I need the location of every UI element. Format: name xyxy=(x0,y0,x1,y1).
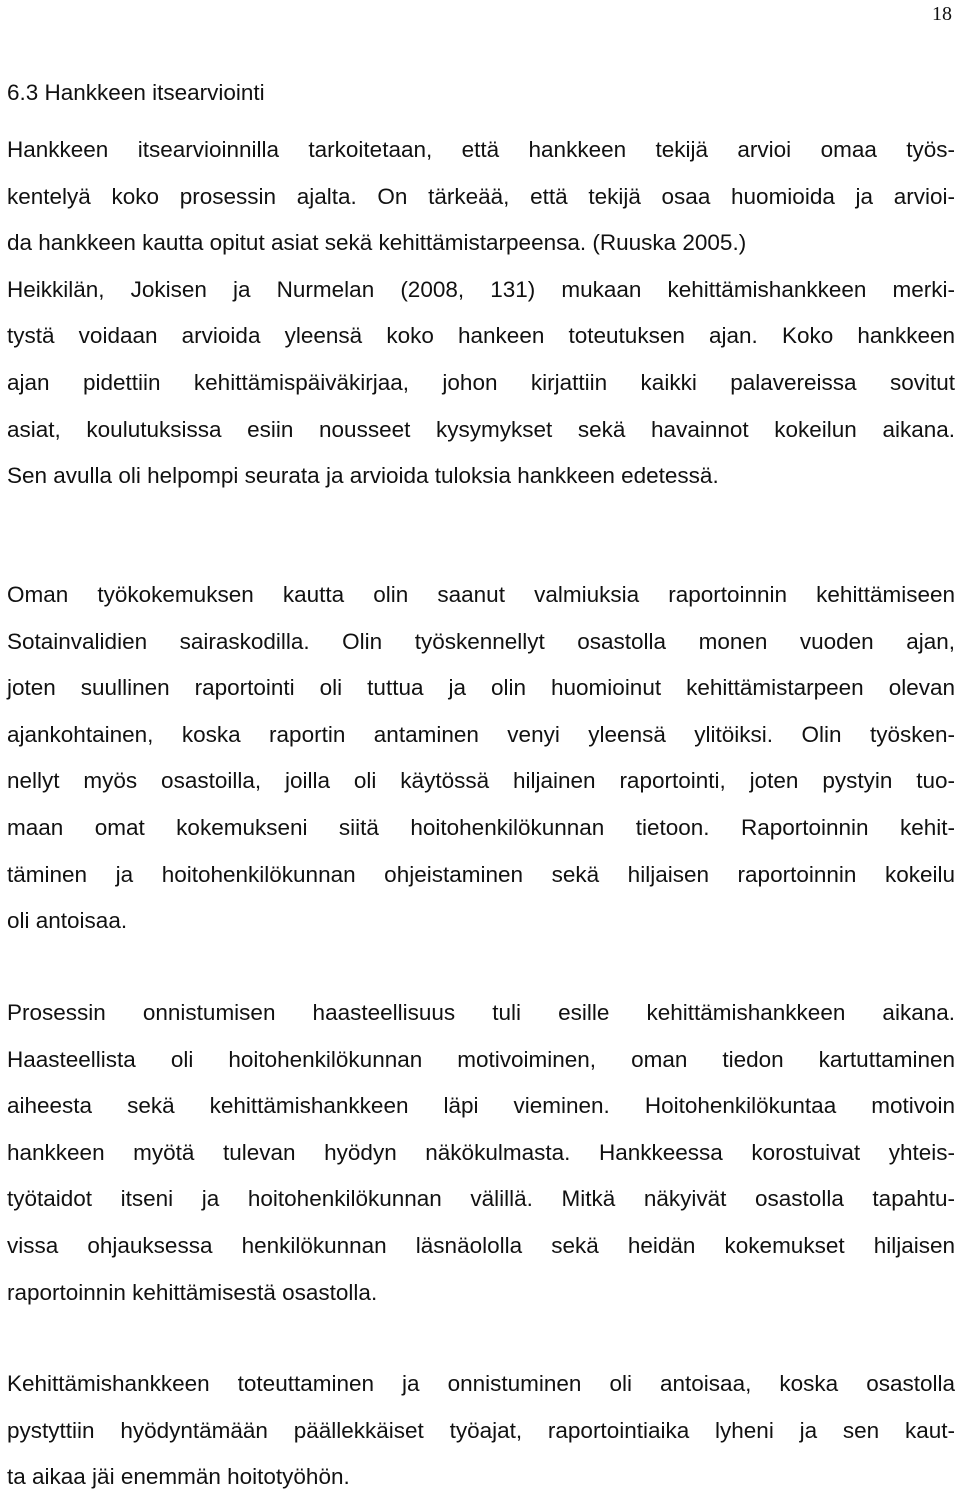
text-line: maan omat kokemukseni siitä hoitohenkilökunnan tietoon. Raportoinnin kehit- xyxy=(7,814,955,840)
text-line: Heikkilän, Jokisen ja Nurmelan (2008, 131) mukaan kehittämishankkeen merki- xyxy=(7,276,955,302)
text-line: raportoinnin kehittämisestä osastolla. xyxy=(7,1279,378,1305)
text-line: Prosessin onnistumisen haasteellisuus tuli esille kehittämishankkeen aikana. xyxy=(7,1000,955,1025)
text-line: hankkeen myötä tulevan hyödyn näkökulmasta. Hankkeessa korostuivat yhteis- xyxy=(7,1139,955,1165)
text-line: da hankkeen kautta opitut asiat sekä kehittämistarpeensa. (Ruuska 2005.) xyxy=(7,230,747,256)
text-line: pystyttiin hyödyntämään päällekkäiset työajat, raportointiaika lyheni ja sen kaut- xyxy=(7,1417,955,1443)
paragraph-1 xyxy=(7,127,955,500)
text-line: työtaidot itseni ja hoitohenkilökunnan välillä. Mitkä näkyivät osastolla tapahtu- xyxy=(7,1186,955,1212)
text-line: Hankkeen itsearvioinnilla tarkoitetaan, että hankkeen tekijä arvioi omaa työs- xyxy=(7,137,955,162)
text-line: nellyt myös osastoilla, joilla oli käytössä hiljainen raportointi, joten pystyin tuo- xyxy=(7,768,955,794)
text-line: ajankohtainen, koska raportin antaminen venyi yleensä ylitöiksi. Olin työsken- xyxy=(7,721,955,747)
text-line: asiat, koulutuksissa esiin nousseet kysymykset sekä havainnot kokeilun aikana. xyxy=(7,416,955,442)
text-line: oli antoisaa. xyxy=(7,908,128,934)
paragraph-4 xyxy=(7,1361,955,1501)
text-line: joten suullinen raportointi oli tuttua ja olin huomioinut kehittämistarpeen olevan xyxy=(7,675,955,701)
page-number: 18 xyxy=(932,3,952,25)
text-line: ajan pidettiin kehittämispäiväkirjaa, johon kirjattiin kaikki palavereissa sovitut xyxy=(7,369,955,395)
text-line: ta aikaa jäi enemmän hoitotyöhön. xyxy=(7,1464,350,1490)
paragraph-3 xyxy=(7,990,955,1316)
text-line: Haasteellista oli hoitohenkilökunnan motivoiminen, oman tiedon kartuttaminen xyxy=(7,1046,955,1072)
text-line: kentelyä koko prosessin ajalta. On tärkeää, että tekijä osaa huomioida ja arvioi- xyxy=(7,183,955,209)
text-line: vissa ohjauksessa henkilökunnan läsnäololla sekä heidän kokemukset hiljaisen xyxy=(7,1232,955,1258)
text-line: Sen avulla oli helpompi seurata ja arvioida tuloksia hankkeen edetessä. xyxy=(7,463,719,489)
text-line: Oman työkokemuksen kautta olin saanut valmiuksia raportoinnin kehittämiseen xyxy=(7,582,955,607)
text-line: Sotainvalidien sairaskodilla. Olin työskennellyt osastolla monen vuoden ajan, xyxy=(7,628,955,654)
text-line: aiheesta sekä kehittämishankkeen läpi vieminen. Hoitohenkilökuntaa motivoin xyxy=(7,1093,955,1119)
text-line: täminen ja hoitohenkilökunnan ohjeistaminen sekä hiljaisen raportoinnin kokeilu xyxy=(7,861,955,887)
section-heading: 6.3 Hankkeen itsearviointi xyxy=(7,80,265,105)
text-line: Kehittämishankkeen toteuttaminen ja onnistuminen oli antoisaa, koska osastolla xyxy=(7,1371,955,1396)
text-line: tystä voidaan arvioida yleensä koko hankeen toteutuksen ajan. Koko hankkeen xyxy=(7,323,955,349)
paragraph-2 xyxy=(7,572,955,945)
